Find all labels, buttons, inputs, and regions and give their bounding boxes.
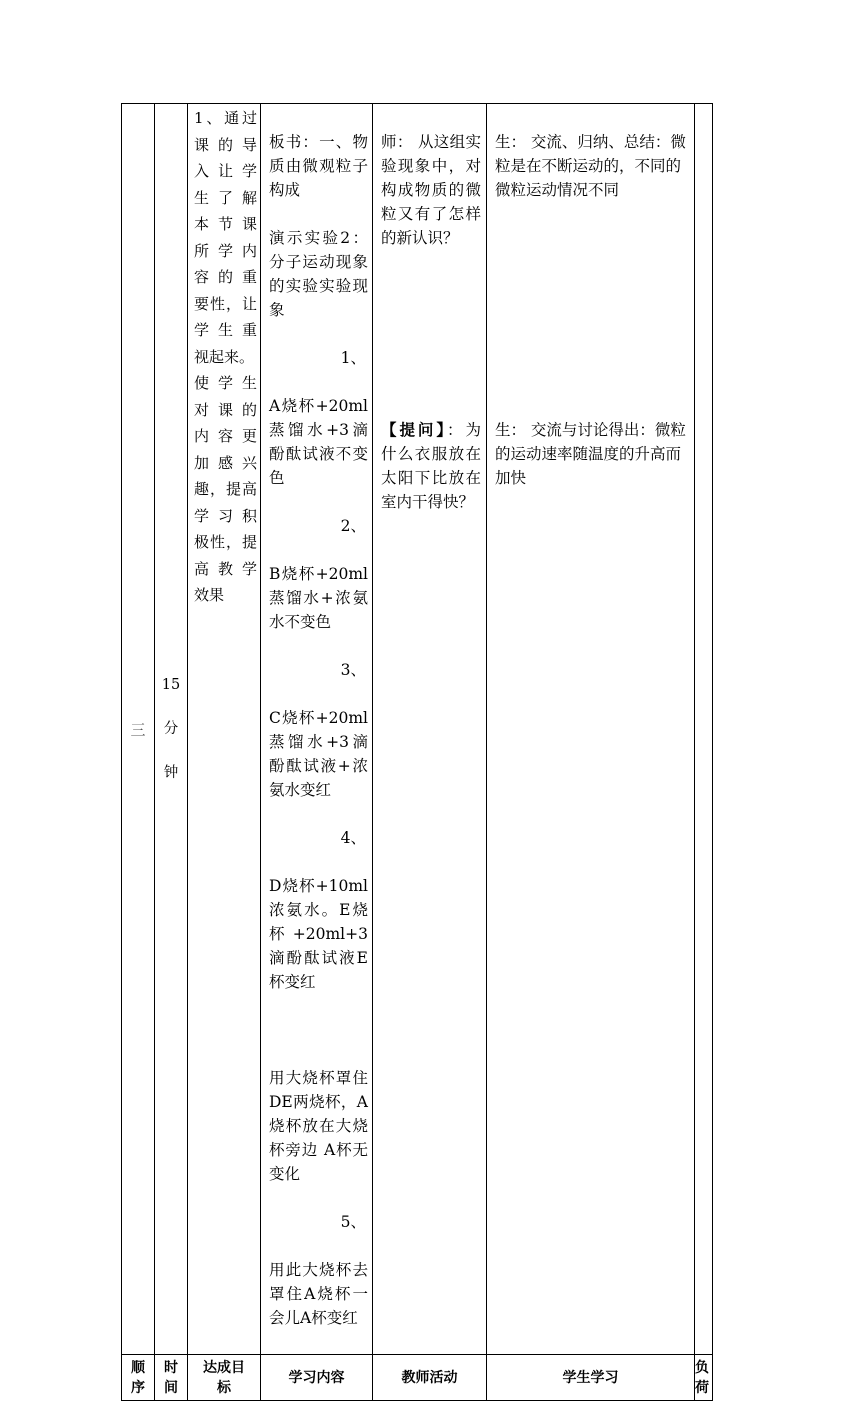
spacer	[269, 1018, 368, 1042]
cover-instruction: 用大烧杯罩住DE两烧杯，A烧杯放在大烧杯旁边 A杯无变化	[269, 1069, 368, 1183]
item-text: C烧杯+20ml蒸馏水+3滴酚酞试液+浓氨水变红	[269, 709, 368, 799]
goal-line: 1、通过	[194, 109, 257, 127]
goal-line: 趣，提高	[194, 480, 257, 498]
time-line: 钟	[163, 765, 179, 781]
goal-line: 内容更	[194, 427, 257, 445]
sequence-number: 三	[130, 720, 146, 739]
goal-line: 效果	[194, 586, 225, 604]
item-text: B烧杯+20ml蒸馏水+浓氨 水不变色	[269, 565, 384, 631]
goal-line: 加感兴	[194, 453, 257, 472]
content-cell	[261, 104, 384, 1355]
item-number: 5、	[340, 1213, 366, 1231]
load-cell	[695, 104, 713, 1355]
item-text: D烧杯+10ml浓氨水。E烧杯 +20ml+3滴酚酞试液E杯变红	[269, 877, 368, 991]
header-content: 学习内容	[261, 1355, 373, 1401]
goal-line: 高教学	[194, 559, 257, 578]
goal-line: 学生重	[194, 321, 257, 339]
time-text	[155, 652, 187, 806]
lesson-plan-table	[121, 103, 713, 1401]
header-load: 负 荷	[695, 1355, 713, 1401]
item-number: 4、	[340, 829, 366, 847]
goal-line: 极性，提	[194, 533, 257, 551]
goal-line: 使学生	[194, 374, 257, 392]
goal-line: 对课的	[194, 400, 257, 419]
table-row-section-three	[122, 104, 713, 1355]
spacer	[495, 226, 689, 394]
sequence-cell	[122, 104, 155, 1355]
goal-line: 所学内	[194, 241, 257, 260]
student-answer-1: 生： 交流、归纳、总结：微粒是在不断运动的，不同的微粒运动情况不同	[495, 133, 686, 199]
item-number: 1、	[340, 349, 366, 367]
item-text: A烧杯+20ml蒸馏水+3滴酚酞试液不变色	[269, 397, 368, 487]
goal-text	[188, 104, 260, 608]
goal-line: 视起来。	[194, 347, 255, 366]
header-time: 时 间	[155, 1355, 188, 1401]
teacher-question-1: 师： 从这组实验现象中，对构成物质的微粒又有了怎样的新认识？	[381, 133, 481, 247]
spacer	[381, 274, 481, 394]
question-label: 【提问】	[381, 420, 448, 439]
student-learning-cell	[487, 104, 695, 1355]
teacher-question-2	[381, 418, 481, 514]
item-text: 用此大烧杯去罩住A烧杯一会儿A杯变红	[269, 1261, 368, 1327]
item-number: 3、	[340, 661, 366, 679]
student-text	[487, 104, 694, 514]
item-number: 2、	[340, 517, 366, 535]
teacher-text	[373, 104, 486, 538]
time-line: 15	[161, 677, 181, 693]
time-cell	[155, 104, 188, 1355]
header-teacher: 教师活动	[373, 1355, 487, 1401]
header-sequence: 顺 序	[122, 1355, 155, 1401]
teacher-activity-cell	[373, 104, 487, 1355]
goal-line: 课的导	[194, 135, 257, 154]
student-answer-2: 生： 交流与讨论得出：微粒的运动速率随温度的升高而加快	[495, 421, 686, 487]
table-header-row	[122, 1355, 713, 1401]
goal-cell	[188, 104, 261, 1355]
header-student: 学生学习	[487, 1355, 695, 1401]
demo-title: 演示实验2：分子运动现象的实验实验现象	[269, 229, 368, 319]
content-text	[261, 104, 384, 1354]
header-goal: 达成目 标	[188, 1355, 261, 1401]
goal-line: 入让学	[194, 162, 257, 180]
time-line: 分	[163, 721, 179, 737]
question-text: ：为什么衣服放在太阳下比放在室内干得快？	[381, 421, 481, 511]
goal-line: 容的重	[194, 268, 257, 286]
content-heading: 板书：一、物质由微观粒子构成	[269, 133, 368, 199]
goal-line: 学习积	[194, 506, 257, 525]
goal-line: 本节课	[194, 215, 257, 233]
goal-line: 生了解	[194, 188, 257, 207]
goal-line: 要性，让	[194, 294, 257, 313]
